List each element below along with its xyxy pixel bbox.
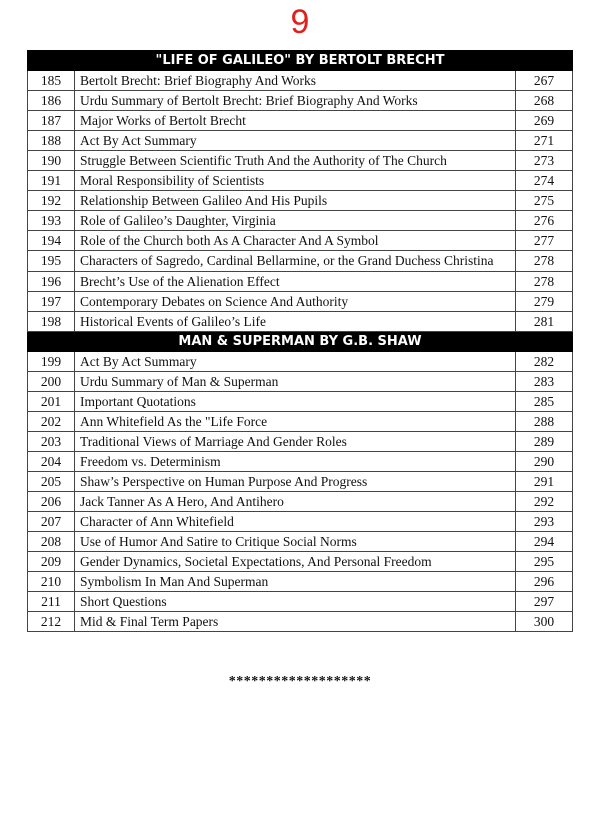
toc-row xyxy=(28,272,573,292)
entry-page: 278 xyxy=(515,272,572,292)
entry-title: Short Questions xyxy=(75,592,516,612)
entry-number: 205 xyxy=(28,472,75,492)
entry-title: Historical Events of Galileo’s Life xyxy=(75,312,516,332)
entry-page: 293 xyxy=(515,512,572,532)
table-of-contents xyxy=(27,50,573,632)
entry-number: 207 xyxy=(28,512,75,532)
entry-number: 209 xyxy=(28,552,75,572)
footer-stars: ******************* xyxy=(228,674,372,689)
entry-number: 212 xyxy=(28,612,75,632)
entry-page: 295 xyxy=(515,552,572,572)
entry-page: 288 xyxy=(515,412,572,432)
section-heading: "LIFE OF GALILEO" BY BERTOLT BRECHT xyxy=(28,51,573,71)
entry-number: 196 xyxy=(28,272,75,292)
entry-title: Mid & Final Term Papers xyxy=(75,612,516,632)
entry-number: 187 xyxy=(28,111,75,131)
toc-row xyxy=(28,352,573,372)
entry-title: Role of Galileo’s Daughter, Virginia xyxy=(75,211,516,231)
entry-title: Relationship Between Galileo And His Pupils xyxy=(75,191,516,211)
toc-row xyxy=(28,512,573,532)
entry-title: Major Works of Bertolt Brecht xyxy=(75,111,516,131)
entry-number: 198 xyxy=(28,312,75,332)
entry-page: 278 xyxy=(515,251,572,272)
entry-title: Jack Tanner As A Hero, And Antihero xyxy=(75,492,516,512)
entry-title: Moral Responsibility of Scientists xyxy=(75,171,516,191)
entry-page: 300 xyxy=(515,612,572,632)
entry-title: Symbolism In Man And Superman xyxy=(75,572,516,592)
toc-row xyxy=(28,372,573,392)
entry-title: Struggle Between Scientific Truth And the Authority of The Church xyxy=(75,151,516,171)
toc-row xyxy=(28,552,573,572)
entry-title: Act By Act Summary xyxy=(75,352,516,372)
toc-row xyxy=(28,231,573,251)
toc-row xyxy=(28,292,573,312)
entry-page: 296 xyxy=(515,572,572,592)
toc-row xyxy=(28,452,573,472)
entry-page: 283 xyxy=(515,372,572,392)
entry-number: 200 xyxy=(28,372,75,392)
entry-title: Ann Whitefield As the "Life Force xyxy=(75,412,516,432)
toc-body xyxy=(28,51,573,632)
entry-title: Bertolt Brecht: Brief Biography And Works xyxy=(75,71,516,91)
entry-number: 197 xyxy=(28,292,75,312)
toc-row xyxy=(28,572,573,592)
entry-page: 274 xyxy=(515,171,572,191)
toc-row xyxy=(28,612,573,632)
entry-page: 294 xyxy=(515,532,572,552)
entry-title: Urdu Summary of Man & Superman xyxy=(75,372,516,392)
entry-page: 297 xyxy=(515,592,572,612)
entry-title: Role of the Church both As A Character And A Symbol xyxy=(75,231,516,251)
entry-title: Character of Ann Whitefield xyxy=(75,512,516,532)
entry-page: 285 xyxy=(515,392,572,412)
entry-number: 199 xyxy=(28,352,75,372)
entry-title: Characters of Sagredo, Cardinal Bellarmine, or the Grand Duchess Christina xyxy=(75,251,516,272)
entry-page: 267 xyxy=(515,71,572,91)
entry-page: 273 xyxy=(515,151,572,171)
entry-number: 202 xyxy=(28,412,75,432)
entry-title: Contemporary Debates on Science And Authority xyxy=(75,292,516,312)
entry-page: 281 xyxy=(515,312,572,332)
entry-number: 191 xyxy=(28,171,75,191)
entry-title: Freedom vs. Determinism xyxy=(75,452,516,472)
entry-page: 289 xyxy=(515,432,572,452)
entry-title: Urdu Summary of Bertolt Brecht: Brief Biography And Works xyxy=(75,91,516,111)
toc-row xyxy=(28,171,573,191)
entry-number: 185 xyxy=(28,71,75,91)
entry-page: 291 xyxy=(515,472,572,492)
toc-row xyxy=(28,71,573,91)
toc-row xyxy=(28,412,573,432)
toc-row xyxy=(28,492,573,512)
entry-number: 194 xyxy=(28,231,75,251)
entry-number: 206 xyxy=(28,492,75,512)
toc-row xyxy=(28,151,573,171)
entry-number: 188 xyxy=(28,131,75,151)
entry-page: 279 xyxy=(515,292,572,312)
entry-title: Gender Dynamics, Societal Expectations, And Personal Freedom xyxy=(75,552,516,572)
entry-number: 186 xyxy=(28,91,75,111)
entry-title: Important Quotations xyxy=(75,392,516,412)
entry-number: 192 xyxy=(28,191,75,211)
entry-page: 292 xyxy=(515,492,572,512)
toc-row xyxy=(28,191,573,211)
page-number: 9 xyxy=(290,3,310,41)
toc-row xyxy=(28,432,573,452)
entry-title: Traditional Views of Marriage And Gender Roles xyxy=(75,432,516,452)
entry-title: Brecht’s Use of the Alienation Effect xyxy=(75,272,516,292)
toc-row xyxy=(28,532,573,552)
toc-row xyxy=(28,392,573,412)
toc-row xyxy=(28,472,573,492)
entry-page: 282 xyxy=(515,352,572,372)
toc-row xyxy=(28,251,573,272)
section-heading: MAN & SUPERMAN BY G.B. SHAW xyxy=(28,332,573,352)
entry-page: 276 xyxy=(515,211,572,231)
entry-number: 204 xyxy=(28,452,75,472)
section-header-row xyxy=(28,332,573,352)
entry-page: 275 xyxy=(515,191,572,211)
entry-title: Act By Act Summary xyxy=(75,131,516,151)
entry-page: 269 xyxy=(515,111,572,131)
entry-number: 210 xyxy=(28,572,75,592)
toc-row xyxy=(28,91,573,111)
entry-number: 208 xyxy=(28,532,75,552)
entry-number: 190 xyxy=(28,151,75,171)
entry-title: Use of Humor And Satire to Critique Social Norms xyxy=(75,532,516,552)
entry-title: Shaw’s Perspective on Human Purpose And Progress xyxy=(75,472,516,492)
toc-row xyxy=(28,111,573,131)
toc-row xyxy=(28,131,573,151)
entry-number: 195 xyxy=(28,251,75,272)
entry-page: 290 xyxy=(515,452,572,472)
entry-number: 201 xyxy=(28,392,75,412)
section-header-row xyxy=(28,51,573,71)
toc-row xyxy=(28,211,573,231)
toc-row xyxy=(28,592,573,612)
entry-page: 271 xyxy=(515,131,572,151)
entry-number: 211 xyxy=(28,592,75,612)
toc-row xyxy=(28,312,573,332)
entry-number: 203 xyxy=(28,432,75,452)
entry-number: 193 xyxy=(28,211,75,231)
entry-page: 277 xyxy=(515,231,572,251)
entry-page: 268 xyxy=(515,91,572,111)
